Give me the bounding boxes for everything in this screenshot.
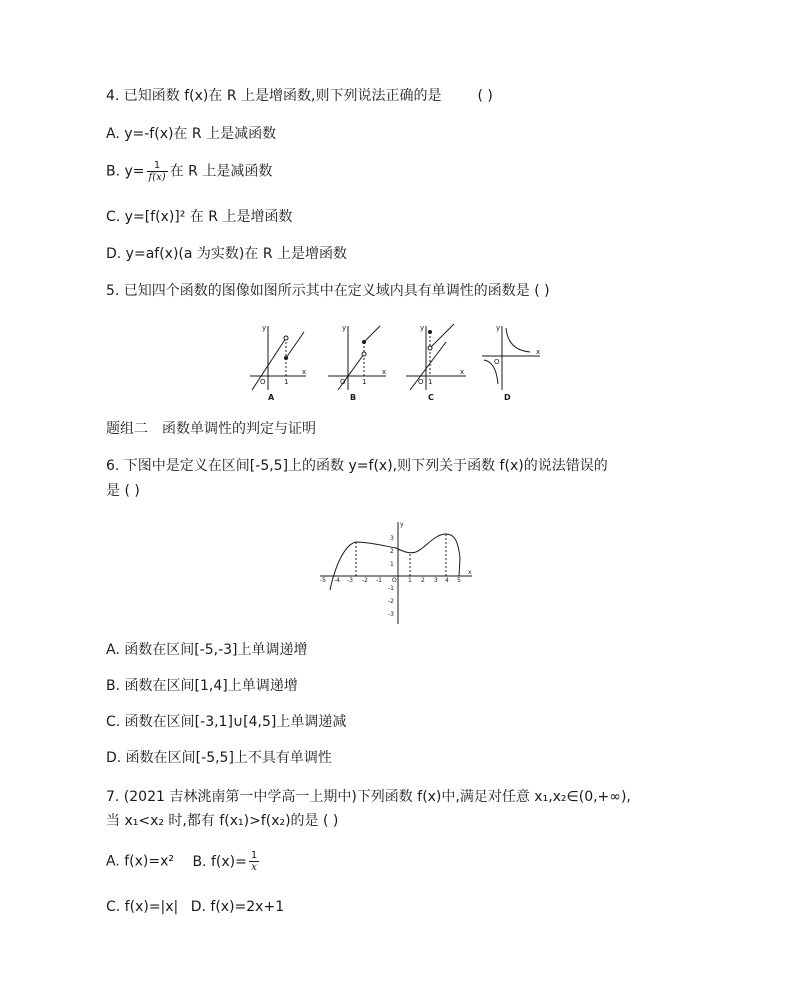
graph-d-origin: O: [494, 358, 500, 366]
q4-option-a: A. y=-f(x)在 R 上是减函数: [106, 126, 277, 142]
graph-c-tick: 1: [428, 378, 433, 386]
graph-d-axis-x: x: [536, 348, 541, 356]
q7-options-cd: [106, 897, 284, 917]
q7-option-b: B. f(x)= $\frac{1}{x}$: [192, 850, 258, 873]
y-tick: 2: [390, 548, 394, 555]
graph-d-axis-y: y: [496, 324, 501, 332]
graph-label-d: D: [504, 393, 511, 402]
graph-label-a: A: [268, 393, 275, 402]
q7-options-ab: [106, 850, 261, 873]
graph-b-axis-y: y: [342, 324, 347, 332]
graph-label-c: C: [428, 393, 434, 402]
x-tick: 2: [421, 577, 425, 584]
graph-label-b: B: [350, 393, 357, 402]
q6-option-b: B. 函数在区间[1,4]上单调递增: [106, 678, 298, 694]
x-tick: 1: [408, 577, 412, 584]
x-tick: -5: [320, 577, 326, 584]
graph-a-origin: O: [260, 378, 266, 386]
graph-b-axis-x: x: [382, 368, 387, 376]
x-tick: 3: [434, 577, 438, 584]
x-tick: -1: [376, 577, 382, 584]
q7-stem-line1: 7. (2021 吉林洮南第一中学高一上期中)下列函数 f(x)中,满足对任意 x₁,x₂∈(0,+∞),: [106, 789, 631, 805]
q7-stem-line2: 当 x₁<x₂ 时,都有 f(x₁)>f(x₂)的是 ( ): [106, 813, 339, 829]
graph-a-axis-x: x: [302, 368, 307, 376]
q6-option-a: A. 函数在区间[-5,-3]上单调递增: [106, 642, 308, 658]
x-tick: -4: [334, 577, 340, 584]
open-dots: [284, 336, 432, 356]
q6-stem-line1: 6. 下图中是定义在区间[-5,5]上的函数 y=f(x),则下列关于函数 f(x)的说法错误的: [106, 458, 608, 474]
q4-stem: 4. 已知函数 f(x)在 R 上是增函数,则下列说法正确的是 ( ): [106, 88, 493, 104]
y-tick: -2: [388, 598, 394, 605]
x-tick: -3: [347, 577, 353, 584]
graph-c-axis-y: y: [420, 324, 425, 332]
q7-option-a: A. f(x)=x²: [106, 853, 174, 870]
y-tick: 1: [390, 561, 394, 568]
y-tick: -1: [388, 585, 394, 592]
q4-option-d: D. y=af(x)(a 为实数)在 R 上是增函数: [106, 246, 347, 262]
q4-option-b: B. y= $\frac{1}{f(x)}$ 在 R 上是减函数: [106, 160, 273, 183]
graph-c-origin: O: [418, 378, 424, 386]
y-tick: -3: [388, 611, 394, 618]
q6-option-c: C. 函数在区间[-3,1]∪[4,5]上单调递减: [106, 714, 347, 730]
fraction: $\frac{1}{f(x)}$: [148, 160, 166, 183]
closed-dots: [284, 330, 432, 360]
answer-parenthesis: ( ): [477, 88, 493, 104]
section-heading: 题组二 函数单调性的判定与证明: [106, 421, 316, 437]
graph-b-tick: 1: [362, 378, 367, 386]
x-tick: O: [392, 577, 397, 584]
graph-axis-x-label: x: [468, 569, 472, 576]
q7-option-c: C. f(x)=|x|: [106, 899, 179, 915]
graph-a-axis-y: y: [262, 324, 267, 332]
q6-option-d: D. 函数在区间[-5,5]上不具有单调性: [106, 750, 332, 766]
fraction: $\frac{1}{x}$: [250, 850, 258, 873]
graph-c-axis-x: x: [460, 368, 465, 376]
graph-axis-y-label: y: [400, 521, 404, 528]
y-tick: 3: [390, 535, 394, 542]
x-tick: 4: [445, 577, 449, 584]
x-tick: -2: [362, 577, 368, 584]
q5-graphs-figure: [246, 320, 556, 402]
q6-function-graph: [318, 518, 478, 628]
x-tick: 5: [457, 577, 461, 584]
graph-a-tick: 1: [284, 378, 289, 386]
q6-stem-line2: 是 ( ): [106, 483, 140, 499]
q7-option-d: D. f(x)=2x+1: [190, 899, 285, 915]
q4-option-c: C. y=[f(x)]² 在 R 上是增函数: [106, 209, 293, 225]
graph-b-origin: O: [340, 378, 346, 386]
q5-stem: 5. 已知四个函数的图像如图所示其中在定义域内具有单调性的函数是 ( ): [106, 283, 550, 299]
